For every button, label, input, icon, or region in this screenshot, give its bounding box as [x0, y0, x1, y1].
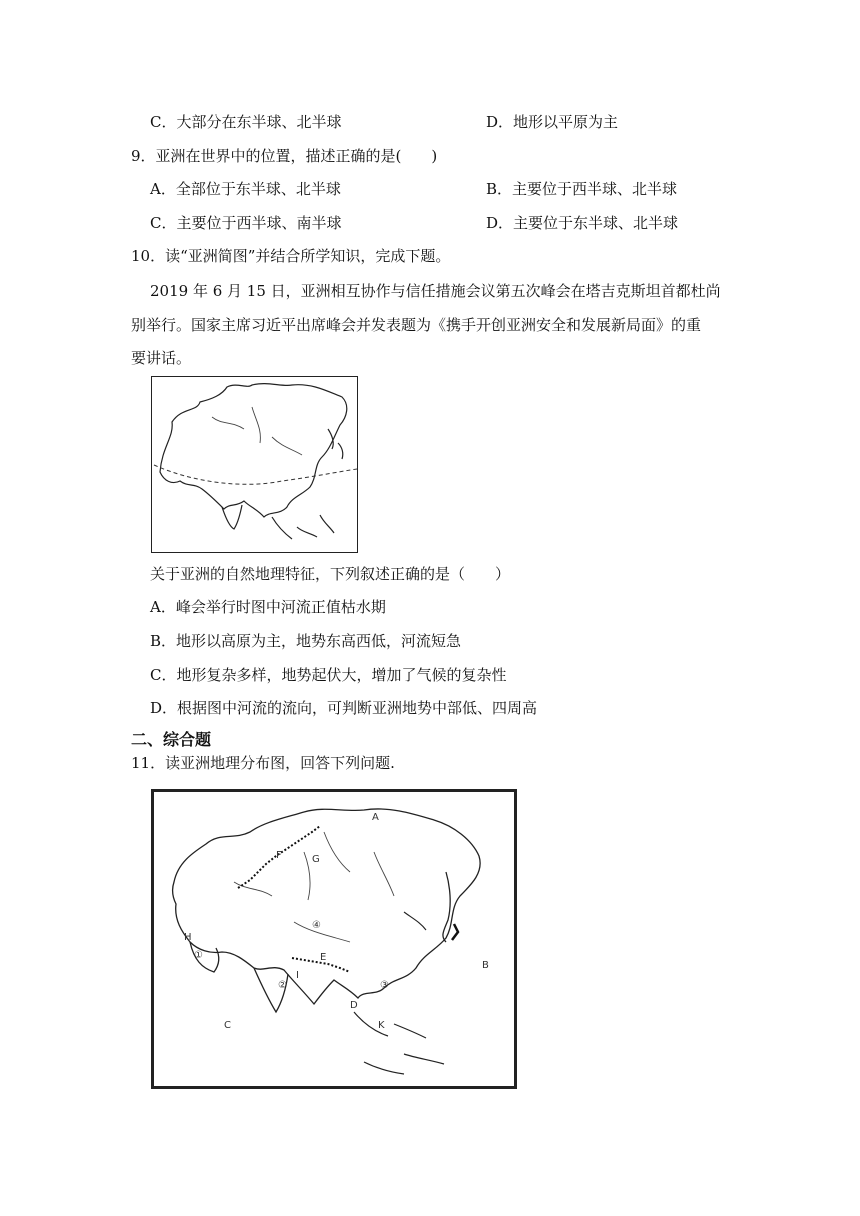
asia-distribution-map [151, 789, 517, 1089]
q9-option-d: D．主要位于东半球、北半球 [486, 214, 679, 232]
q10-paragraph-line-2: 别举行。国家主席习近平出席峰会并发表题为《携手开创亚洲安全和发展新局面》的重 [131, 316, 702, 334]
q10-option-b: B．地形以高原为主，地势东高西低，河流短急 [150, 632, 462, 650]
q9-option-a: A．全部位于东半球、北半球 [150, 180, 341, 198]
q10-option-d: D．根据图中河流的流向，可判断亚洲地势中部低、四周高 [150, 699, 538, 717]
svg-text:B: B [482, 960, 489, 971]
q8-option-c: C．大部分在东半球、北半球 [150, 113, 342, 131]
q11-stem: 11．读亚洲地理分布图，回答下列问题. [131, 754, 395, 772]
q10-paragraph-line-3: 要讲话。 [131, 349, 192, 367]
q8-option-d: D．地形以平原为主 [486, 113, 619, 131]
q9-option-b: B．主要位于西半球、北半球 [486, 180, 678, 198]
q9-stem: 9．亚洲在世界中的位置，描述正确的是( ) [131, 147, 438, 165]
asia-sketch-map [151, 376, 358, 553]
q10-option-c: C．地形复杂多样，地势起伏大，增加了气候的复杂性 [150, 666, 507, 684]
svg-text:③: ③ [380, 980, 389, 991]
svg-text:G: G [312, 854, 320, 865]
svg-text:C: C [224, 1020, 231, 1031]
svg-text:A: A [372, 812, 379, 823]
svg-text:K: K [378, 1020, 385, 1031]
q9-option-c: C．主要位于西半球、南半球 [150, 214, 342, 232]
svg-text:D: D [350, 1000, 358, 1011]
q10-sub-question: 关于亚洲的自然地理特征，下列叙述正确的是（ ） [150, 565, 511, 583]
section-title: 二、综合题 [131, 730, 212, 749]
svg-text:②: ② [278, 980, 287, 991]
q10-paragraph-line-1: 2019 年 6 月 15 日，亚洲相互协作与信任措施会议第五次峰会在塔吉克斯坦首都杜尚 [150, 282, 721, 300]
svg-text:H: H [184, 932, 192, 943]
svg-text:E: E [320, 952, 327, 963]
q10-stem: 10．读“亚洲简图”并结合所学知识，完成下题。 [131, 247, 451, 265]
svg-text:④: ④ [312, 920, 321, 931]
q10-option-a: A．峰会举行时图中河流正值枯水期 [150, 598, 386, 616]
svg-text:F: F [276, 850, 282, 861]
svg-text:①: ① [194, 950, 203, 961]
svg-text:I: I [296, 970, 299, 981]
